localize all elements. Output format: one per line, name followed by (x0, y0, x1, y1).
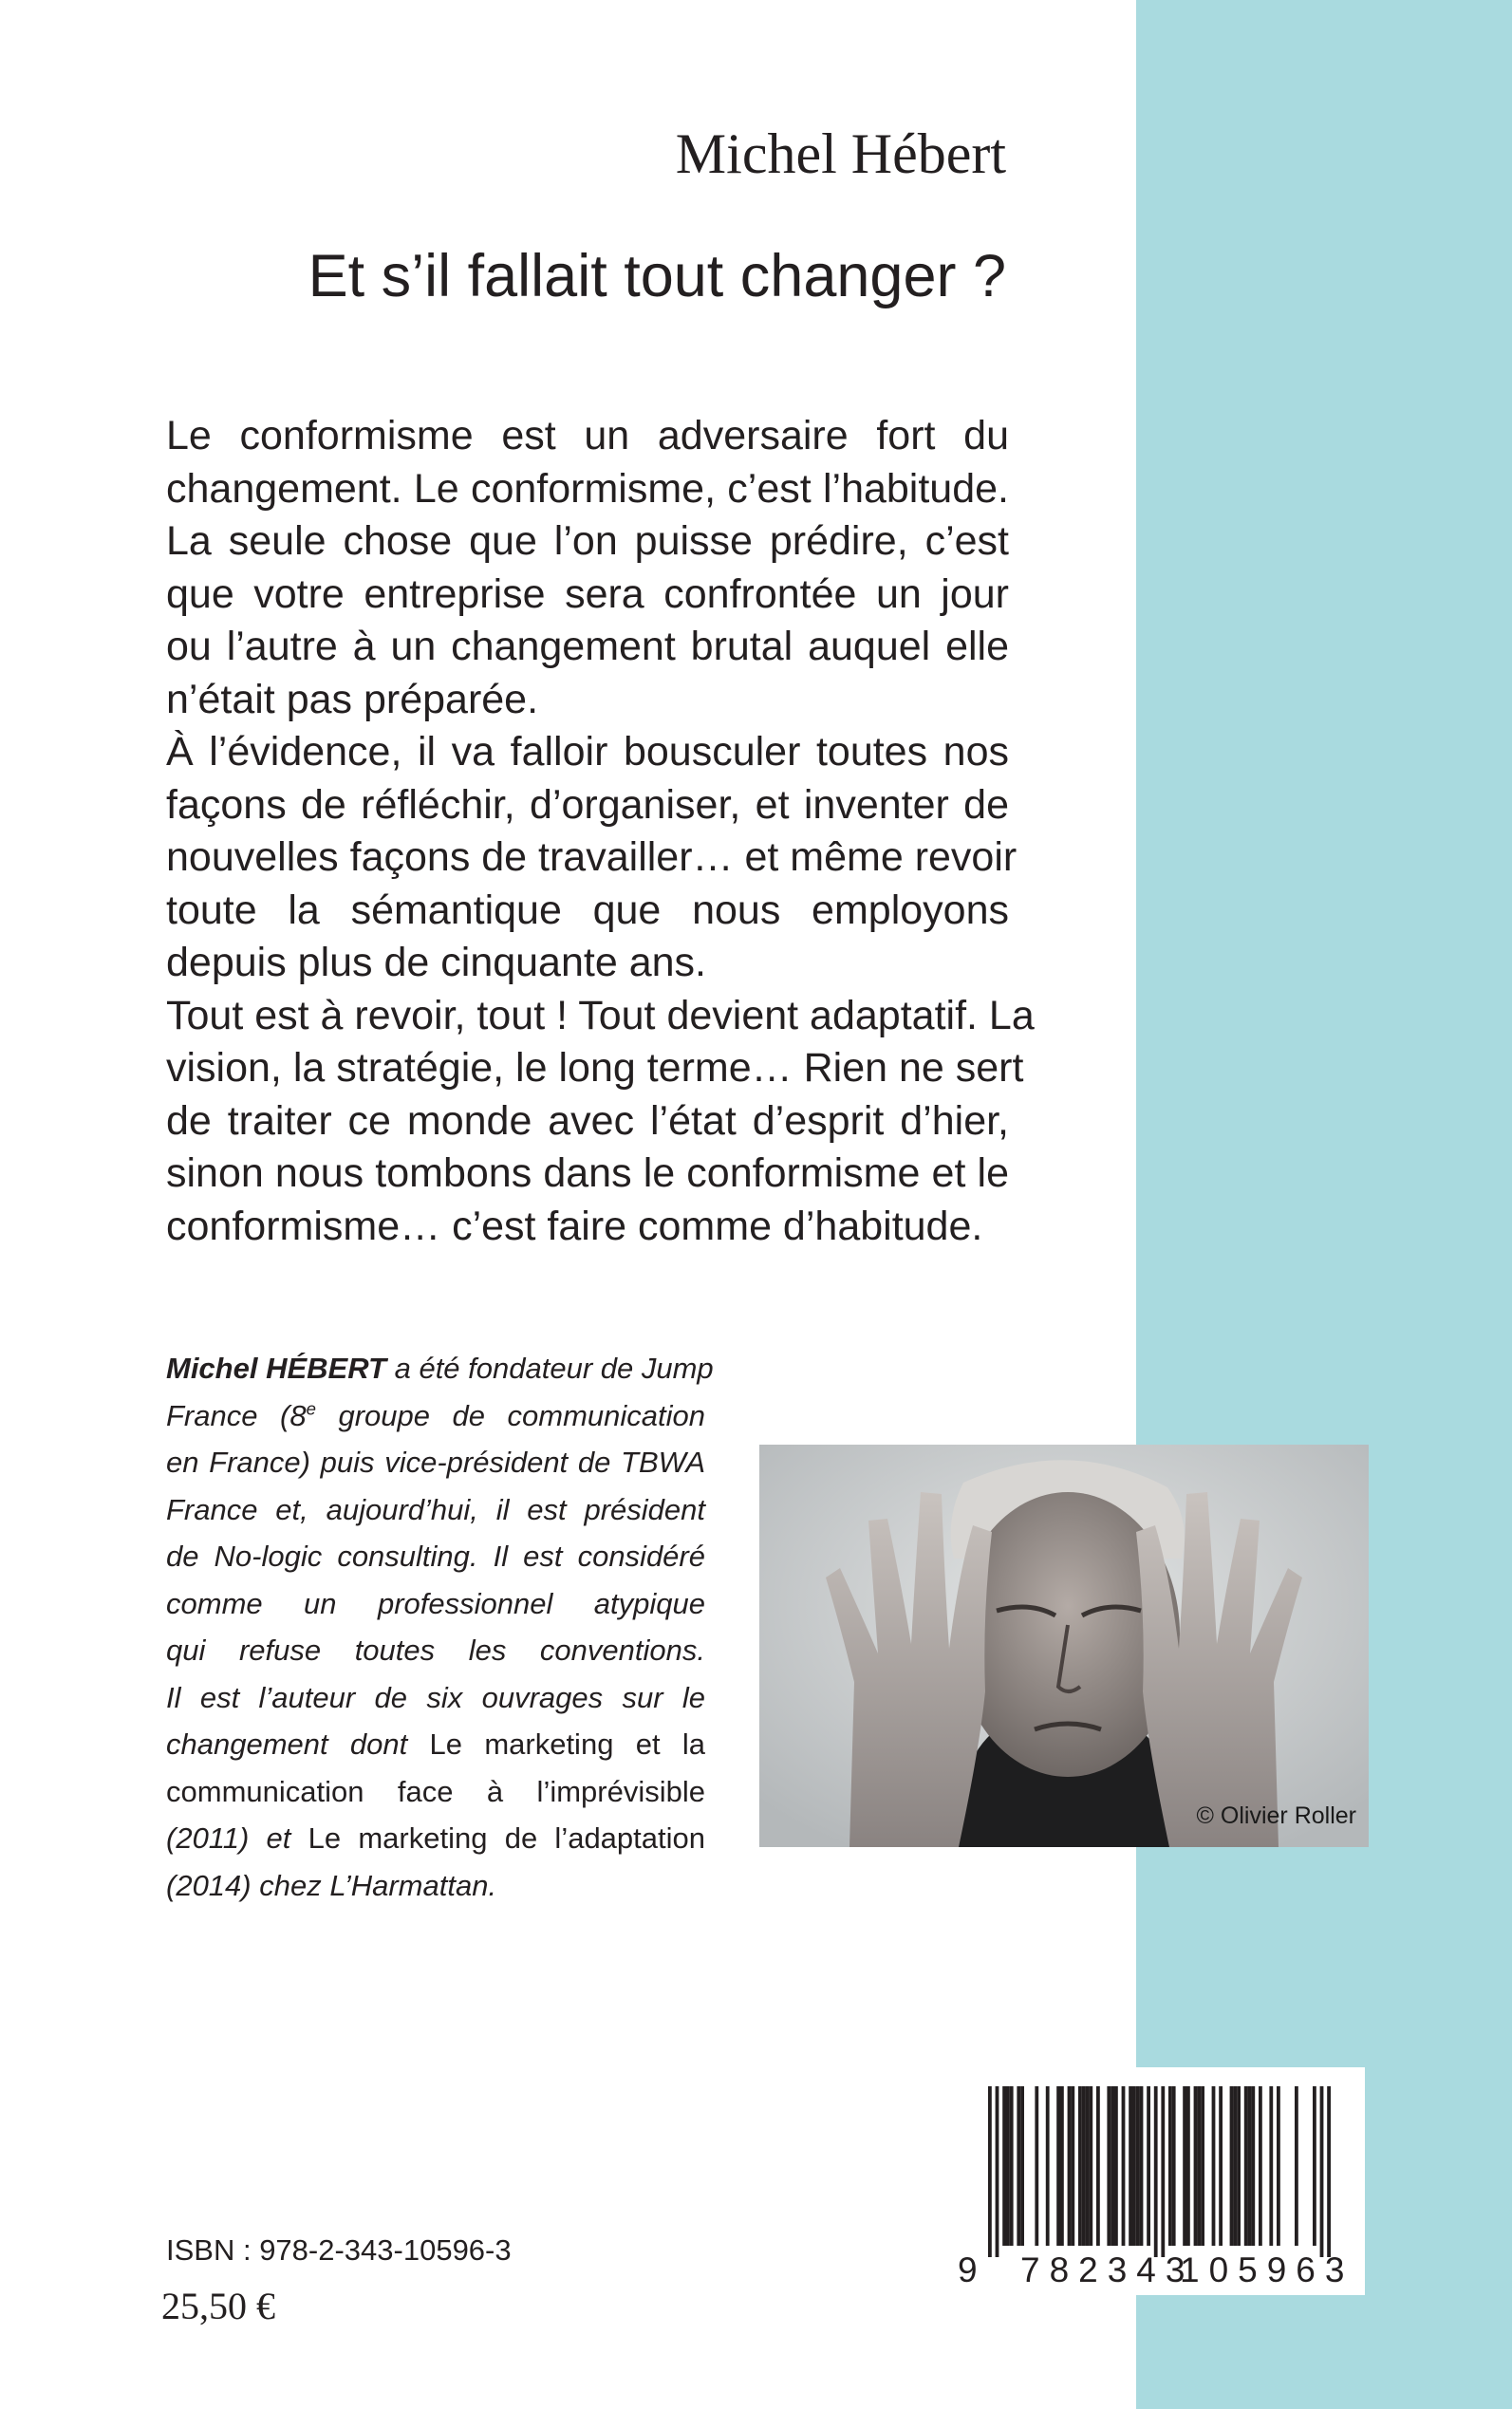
barcode-bar (1002, 2086, 1006, 2246)
barcode-bar (1212, 2086, 1216, 2246)
bio-line: Il est l’auteur de six ouvrages sur le (166, 1680, 705, 1714)
barcode-bar (1168, 2086, 1172, 2246)
barcode-bar (1122, 2086, 1126, 2246)
book-title: Et s’il fallait tout changer ? (308, 243, 1006, 309)
bio-line: (2014) chez L’Harmattan. (166, 1868, 497, 1902)
book-ref: Le marketing de l’adaptation (308, 1821, 705, 1855)
barcode-bar (1277, 2086, 1280, 2246)
blurb-line: Tout est à revoir, tout ! Tout devient adaptatif. La (166, 992, 1035, 1038)
barcode-bar (1129, 2086, 1132, 2246)
blurb-line: depuis plus de cinquante ans. (166, 940, 706, 985)
barcode-bar (1161, 2086, 1165, 2257)
barcode-digits (954, 2250, 1365, 2292)
barcode-bar (1078, 2086, 1082, 2246)
barcode-bar (1244, 2086, 1248, 2246)
barcode-bar (1056, 2086, 1060, 2246)
blurb-line: À l’évidence, il va falloir bousculer toutes nos (166, 729, 1009, 775)
barcode-bars (954, 2067, 1365, 2257)
barcode-bar (1089, 2086, 1092, 2246)
barcode-bar (1313, 2086, 1316, 2246)
blurb-line: que votre entreprise sera confrontée un jour (166, 570, 1009, 617)
blurb-paragraph (166, 990, 1035, 1254)
blurb-line: de traiter ce monde avec l’état d’esprit d’hier, (166, 1097, 1009, 1144)
photo-credit: © Olivier Roller (1196, 1802, 1356, 1829)
barcode-bar (1194, 2086, 1198, 2246)
barcode-bar (1295, 2086, 1298, 2246)
blurb-line: conformisme… c’est faire comme d’habitude. (166, 1203, 983, 1249)
blurb-line: toute la sémantique que nous employons (166, 887, 1009, 933)
barcode-bar (1233, 2086, 1237, 2246)
portrait-image (759, 1445, 1369, 1847)
barcode-bar (1086, 2086, 1090, 2246)
barcode-digit-first: 9 (958, 2250, 978, 2289)
bio-line: changement dont Le marketing et la (166, 1727, 705, 1761)
barcode-bar (1237, 2086, 1241, 2246)
barcode-bar (1230, 2086, 1234, 2246)
barcode-bar (1006, 2086, 1010, 2246)
spine-band (1136, 0, 1512, 2409)
blurb-line: vision, la stratégie, le long terme… Rien ne sert (166, 1045, 1024, 1091)
bio-line: en France) puis vice-président de TBWA (166, 1446, 705, 1479)
author-photo (759, 1445, 1369, 1847)
blurb-line: La seule chose que l’on puisse prédire, c’est (166, 518, 1009, 564)
barcode-bar (1060, 2086, 1064, 2246)
isbn-label: ISBN : 978-2-343-10596-3 (166, 2233, 512, 2267)
bio-line: comme un professionnel atypique (166, 1586, 705, 1620)
barcode-bar (988, 2086, 992, 2257)
barcode-bar (1269, 2086, 1273, 2246)
barcode-bar (1172, 2086, 1176, 2246)
bio-line: France et, aujourd’hui, il est président (166, 1492, 705, 1526)
book-ref: Le marketing et la (429, 1727, 705, 1761)
blurb-line: sinon nous tombons dans le conformisme et le (166, 1150, 1009, 1196)
barcode-bar (1259, 2086, 1262, 2246)
barcode-bar (1114, 2086, 1118, 2246)
blurb-line: n’était pas préparée. (166, 676, 539, 722)
barcode-bar (1046, 2086, 1050, 2246)
barcode-bar (1111, 2086, 1114, 2246)
barcode-digits-left: 782343 (1020, 2250, 1195, 2289)
barcode-bar (1251, 2086, 1255, 2246)
barcode-bar (1140, 2086, 1144, 2246)
barcode-bar (1020, 2086, 1024, 2246)
barcode-bar (1320, 2086, 1324, 2257)
barcode-bar (1201, 2086, 1204, 2246)
barcode-bar (1136, 2086, 1140, 2246)
blurb-line: ou l’autre à un changement brutal auquel elle (166, 624, 1009, 669)
barcode-bar (1017, 2086, 1020, 2246)
barcode-bar (996, 2086, 999, 2257)
barcode-bar (1071, 2086, 1074, 2246)
barcode-bar (1010, 2086, 1014, 2246)
bio-line: (2011) et Le marketing de l’adaptation (166, 1821, 705, 1855)
blurb-line: nouvelles façons de travailler… et même revoir (166, 834, 1017, 880)
blurb (166, 410, 1035, 1253)
blurb-line: Le conformisme est un adversaire fort du (166, 413, 1009, 458)
bio-author-name: Michel HÉBERT (166, 1352, 386, 1385)
barcode-bar (1082, 2086, 1086, 2246)
barcode-bar (1035, 2086, 1038, 2246)
barcode-bar (1132, 2086, 1136, 2246)
barcode-bar (1147, 2086, 1150, 2246)
blurb-paragraph (166, 410, 1009, 726)
blurb-paragraph (166, 726, 1017, 990)
author-bio (166, 1345, 714, 1909)
bio-line: Michel HÉBERT a été fondateur de Jump (166, 1352, 714, 1385)
blurb-line: façons de réfléchir, d’organiser, et inventer de (166, 781, 1009, 828)
barcode-bar (1186, 2086, 1190, 2246)
barcode-digits-right: 105963 (1180, 2250, 1354, 2289)
barcode-bar (1183, 2086, 1186, 2246)
bio-line: communication face à l’imprévisible (166, 1774, 705, 1808)
barcode-bar (1248, 2086, 1252, 2246)
barcode-bar (1107, 2086, 1111, 2246)
barcode-bar (1096, 2086, 1100, 2246)
barcode-bar (1219, 2086, 1223, 2246)
barcode (954, 2067, 1365, 2295)
barcode-bar (1068, 2086, 1072, 2246)
price-label: 25,50 € (161, 2285, 275, 2327)
barcode-bar (1327, 2086, 1331, 2257)
author-name: Michel Hébert (675, 122, 1006, 185)
barcode-bar (1154, 2086, 1158, 2257)
blurb-line: changement. Le conformisme, c’est l’habitude. (166, 465, 1009, 512)
bio-line: de No-logic consulting. Il est considéré (166, 1540, 705, 1573)
barcode-bar (1197, 2086, 1201, 2246)
bio-line: qui refuse toutes les conventions. (166, 1634, 705, 1667)
bio-line: France (8e groupe de communication (166, 1398, 705, 1432)
